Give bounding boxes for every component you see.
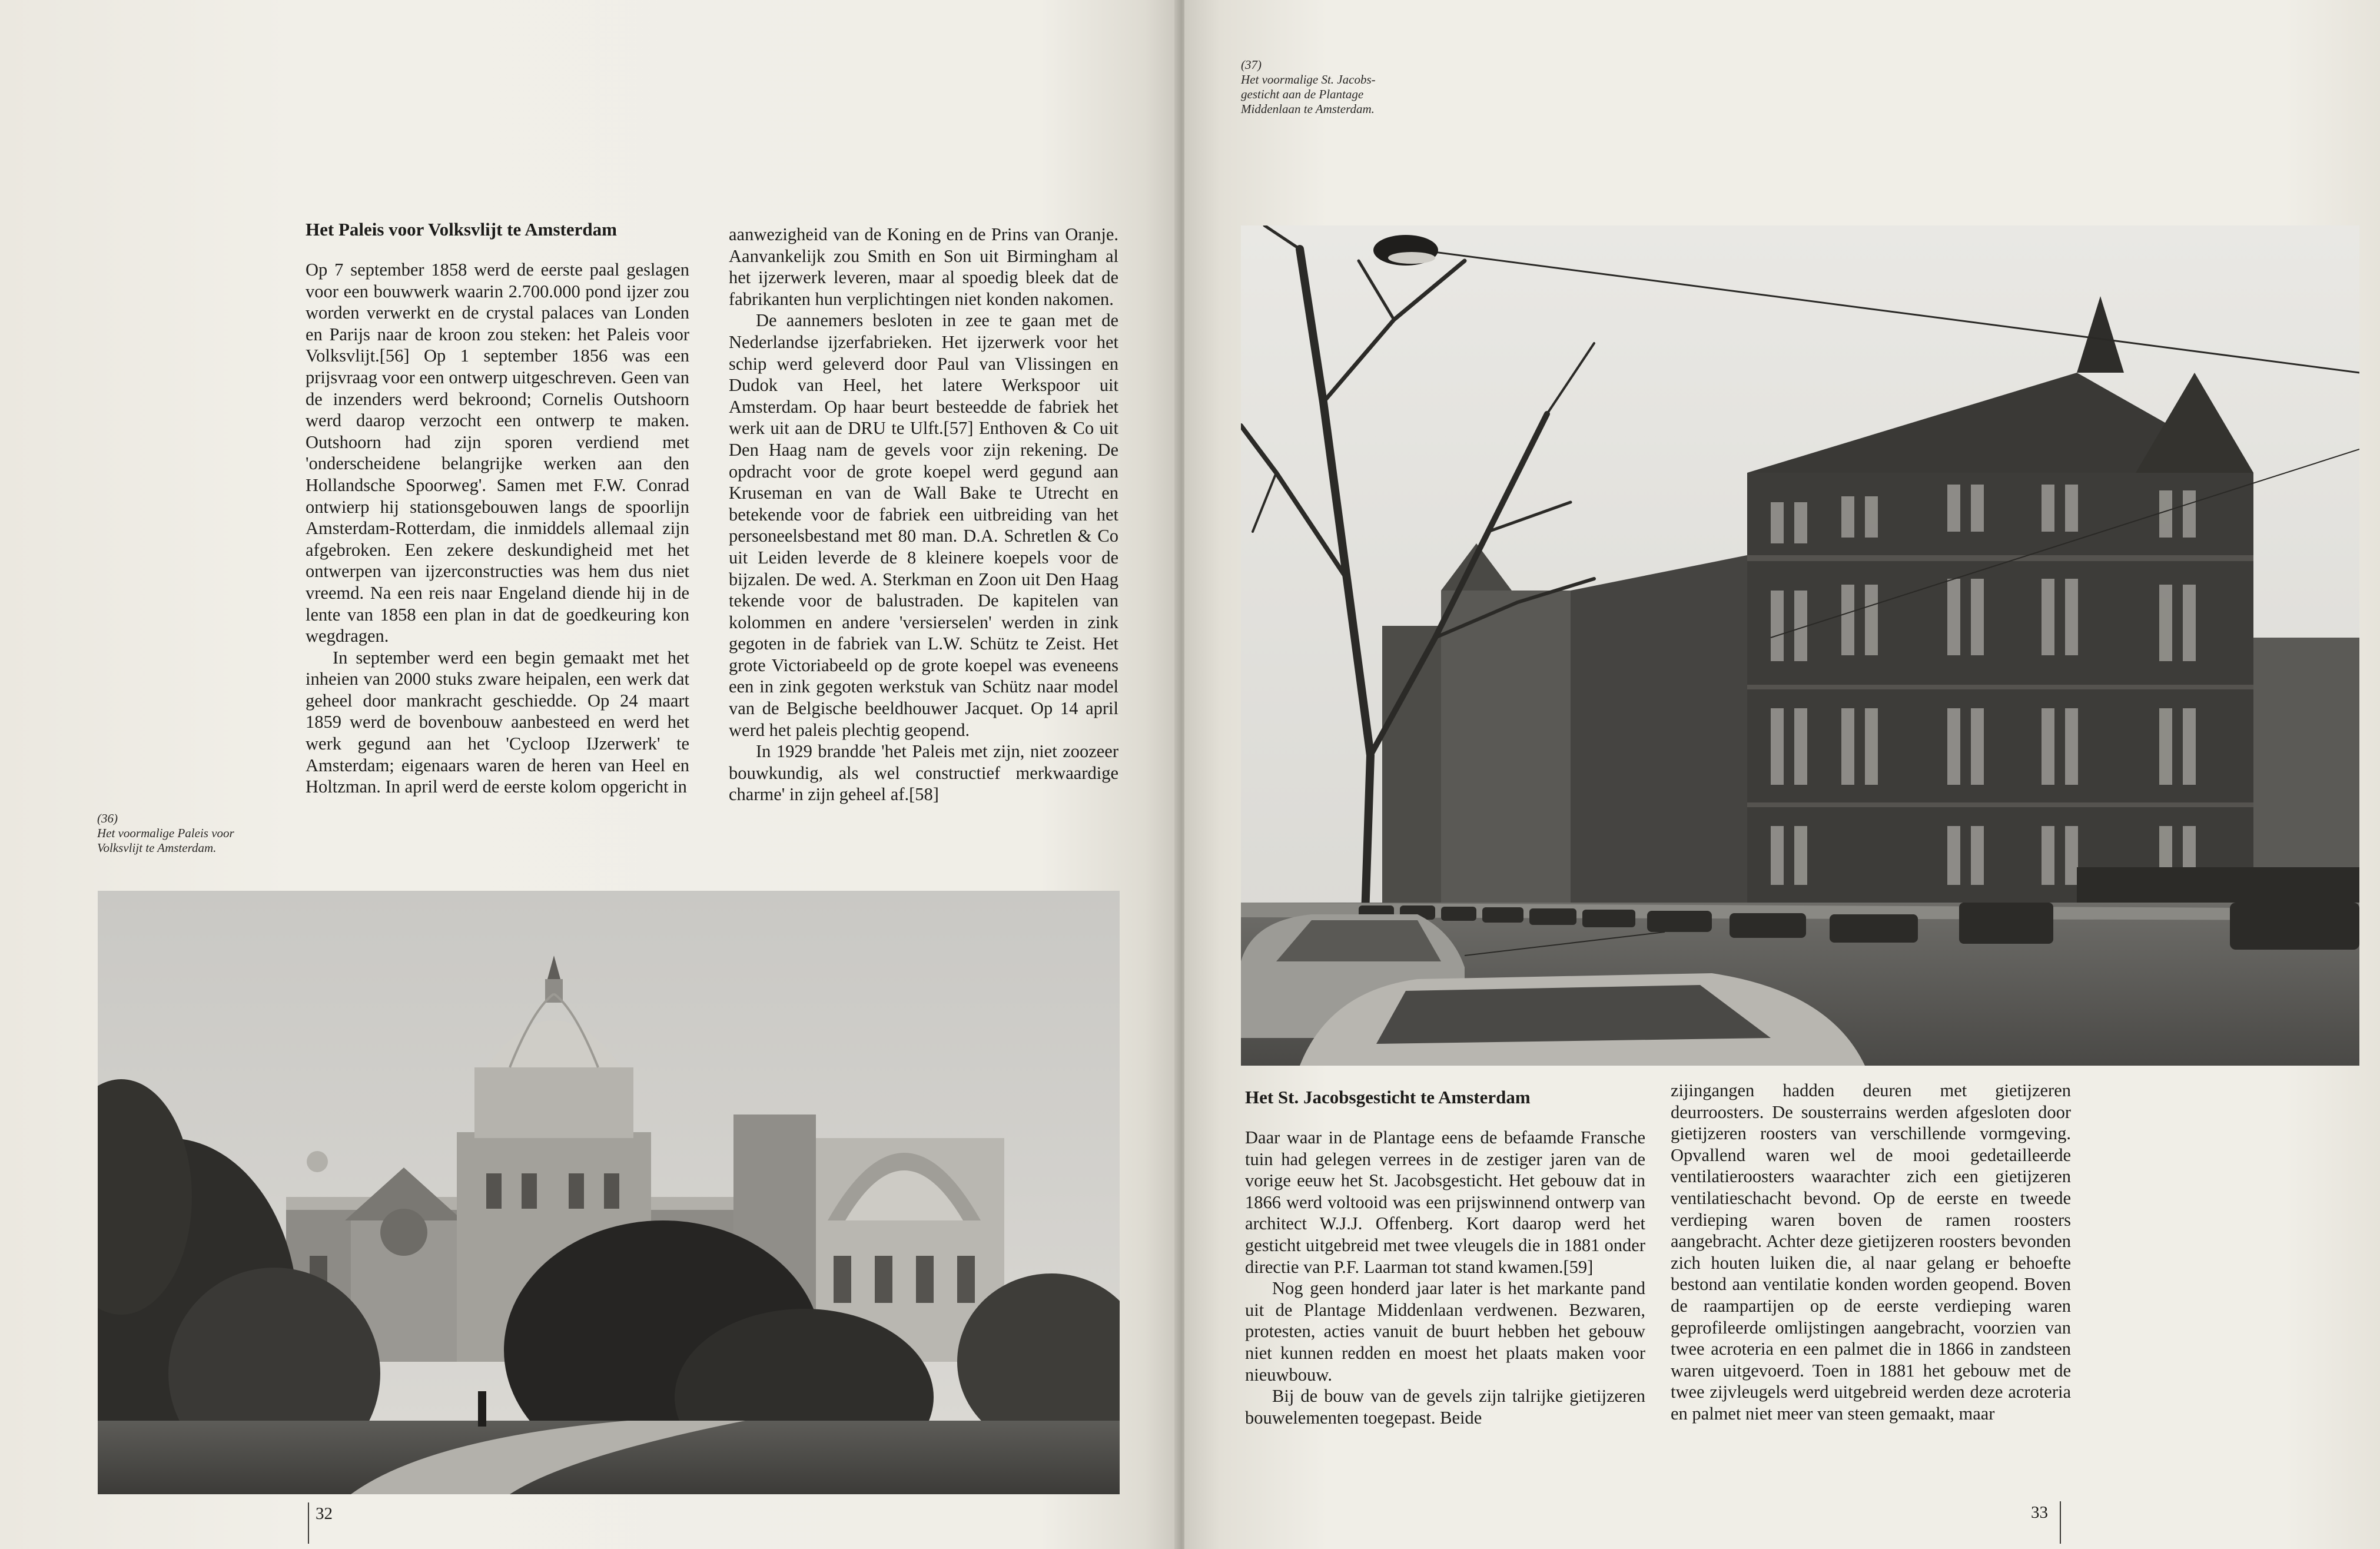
paragraph: De aannemers besloten in zee te gaan met de Nederlandse ijzerfabrieken. Het ijzerwerk voor het schip werd geleverd door Paul van Vlissingen en Dudok van Heel, het latere Werkspoor uit Amsterdam. Op haar beurt besteedde de fabriek het werk uit aan de DRU te Ulft.[57] Enthoven & Co uit Den Haag nam de gevels voor zijn rekening. De opdracht voor de grote koepel werd gegund aan Kruseman en van de Wall Bake te Utrecht en betekende voor de fabriek een uitbreiding van het personeelsbestand met 80 man. D.A. Schretlen & Co uit Leiden leverde de 8 kleinere koepels voor de bijzalen. De wed. A. Sterkman en Zoon uit Den Haag tekende voor de balustraden. De kapitelen van kolommen en andere 'versierselen' werden in zink gegoten in de fabriek van L.W. Schütz te Zeist. Het grote Victoriabeeld op de grote koepel was eveneens een in zink gegoten werkstuk van Schütz naar model van de Belgische beeldhouwer Jacquet. Op 14 april werd het paleis plechtig geopend. <box>729 310 1118 740</box>
article-heading-paleis: Het Paleis voor Volksvlijt te Amsterdam <box>306 219 617 240</box>
caption-line: Het voormalige Paleis voor <box>97 826 234 840</box>
caption-line: Middenlaan te Amsterdam. <box>1241 102 1375 116</box>
photo-st-jacobsgesticht <box>1241 225 2359 1066</box>
right-column-1 <box>1245 1127 1645 1428</box>
paragraph: aanwezigheid van de Koning en de Prins van Oranje. Aanvankelijk zou Smith en Son uit Birmingham al het ijzerwerk leveren, maar al spoedig bleek dat de fabrikanten hun verplichtingen niet konden nakomen. <box>729 224 1118 309</box>
caption-number: (36) <box>97 811 118 825</box>
paragraph: In 1929 brandde 'het Paleis met zijn, niet zoozeer bouwkundig, als wel constructief merkwaardige charme' in zijn geheel af.[58] <box>729 741 1118 805</box>
right-column-2 <box>1671 1080 2071 1425</box>
figure-caption-36 <box>97 811 291 855</box>
caption-line: gesticht aan de Plantage <box>1241 87 1364 101</box>
caption-line: Het voormalige St. Jacobs- <box>1241 72 1376 87</box>
figure-caption-37 <box>1241 58 1441 117</box>
paragraph: Bij de bouw van de gevels zijn talrijke gietijzeren bouwelementen toegepast. Beide <box>1245 1386 1645 1428</box>
page-number-rule <box>308 1502 309 1544</box>
paragraph: Nog geen honderd jaar later is het markante pand uit de Plantage Middenlaan verdwenen. Bezwaren, protesten, acties vanuit de buurt hebben het gebouw niet kunnen redden en moest het plaats maken voor nieuwbouw. <box>1245 1278 1645 1385</box>
caption-line: Volksvlijt te Amsterdam. <box>97 841 217 855</box>
paragraph: zijingangen hadden deuren met gietijzeren deurroosters. De sousterrains werden afgesloten door gietijzeren roosters van verschillende vormgeving. Opvallend waren wel de mooi gedetailleerde ventilatieroosters waarachter zich een gietijzeren ventilatieschacht bevond. Op de eerste en tweede verdieping waren boven de ramen roosters aangebracht. Achter deze gietijzeren roosters bevonden zich houten luiken die, al naar gelang er behoefte bestond aan ventilatie konden worden geopend. Boven de raampartijen op de eerste verdieping waren geprofileerde omlijstingen aangebracht, voorzien van twee acroteria en een palmet die in 1866 in zandsteen waren uitgevoerd. Toen in 1881 het gebouw met de twee zijvleugels werd uitgebreid werden deze acroteria en palmet niet meer van steen gemaakt, maar <box>1671 1080 2071 1424</box>
page-number-33: 33 <box>2031 1503 2048 1522</box>
paleis-illustration <box>98 891 1120 1494</box>
left-column-1 <box>306 259 689 798</box>
paragraph: Op 7 september 1858 werd de eerste paal geslagen voor een bouwwerk waarin 2.700.000 pond ijzer zou worden verwerkt en de crystal palaces van Londen en Parijs naar de kroon zou steken: het Paleis voor Volksvlijt.[56] Op 1 september 1856 was een prijsvraag voor een ontwerp uitgeschreven. Geen van de inzenders werd bekroond; Cornelis Outshoorn werd daarop verzocht een ontwerp te maken. Outshoorn had zijn sporen verdiend met 'onderscheidene belangrijke werken aan den Hollandsche Spoorweg'. Samen met F.W. Conrad ontwierp hij stationsgebouwen langs de spoorlijn Amsterdam-Rotterdam, die inmiddels allemaal zijn afgebroken. Een zekere deskundigheid met het ontwerpen van ijzerconstructies was hem dus niet vreemd. Na een reis naar Engeland diende hij in de lente van 1858 een plan in dat de goedkeuring kon wegdragen. <box>306 260 689 646</box>
left-column-2 <box>729 224 1118 805</box>
paragraph: Daar waar in de Plantage eens de befaamde Fransche tuin had gelegen verrees in de zestiger jaren van de vorige eeuw het St. Jacobsgesticht. Het gebouw dat in 1866 werd voltooid was een prijswinnend ontwerp van architect W.J.J. Offenberg. Kort daarop werd het gesticht uitgebreid met twee vleugels die in 1881 onder directie van P.F. Laarman tot stand kwamen.[59] <box>1245 1127 1645 1277</box>
page-number-32: 32 <box>316 1504 333 1523</box>
caption-number: (37) <box>1241 58 1262 72</box>
paragraph: In september werd een begin gemaakt met het inheien van 2000 stuks zware heipalen, een werk dat geheel door mankracht geschiedde. Op 24 maart 1859 werd de bovenbouw aanbesteed en werd het werk gegund aan het 'Cycloop IJzerwerk' te Amsterdam; eigenaars waren de heren van Heel en Holtzman. In april werd de eerste kolom opgericht in <box>306 647 689 797</box>
left-page <box>0 0 1180 1549</box>
page-number-rule <box>2060 1501 2061 1544</box>
article-heading-jacobsgesticht: Het St. Jacobsgesticht te Amsterdam <box>1245 1087 1531 1107</box>
photo-paleis-voor-volksvlijt <box>98 891 1120 1494</box>
right-page <box>1184 0 2380 1549</box>
jacobsgesticht-illustration <box>1241 225 2359 1066</box>
